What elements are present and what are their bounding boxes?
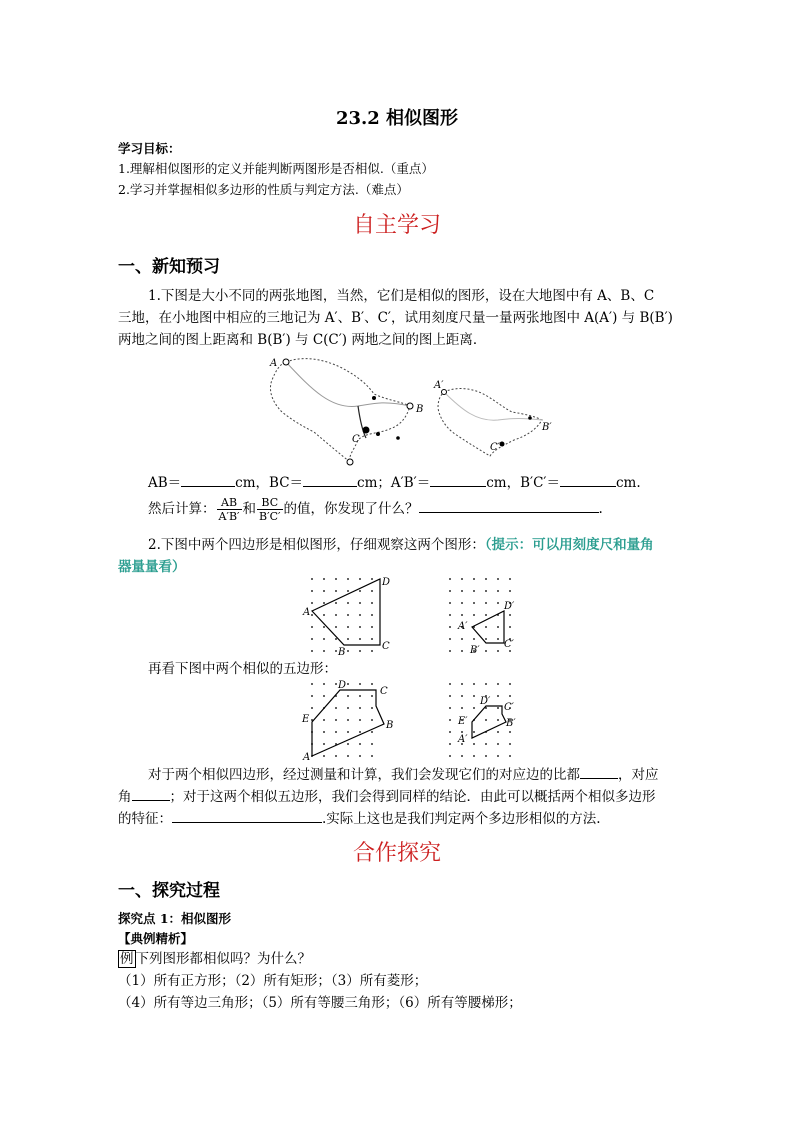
quad-label-a: A: [303, 607, 311, 618]
pent-label-b-prime: B′: [506, 718, 516, 729]
goal-item-2: 2.学习并掌握相似多边形的性质与判定方法.（难点）: [118, 182, 409, 197]
pentagon-abcde-prime: [472, 706, 506, 738]
section-cooperation: 合作探究: [352, 841, 441, 866]
big-map-dot-2: [376, 432, 380, 436]
conclusion-p5: 的特征：: [118, 811, 172, 827]
quad-grid-right: [449, 578, 511, 652]
q1-line-3: 两地之间的图上距离和 B(B′) 与 C(C′) 两地之间的图上距离．: [118, 332, 487, 348]
example-mark: 例: [120, 951, 134, 967]
fraction-bc-num: BC: [257, 496, 283, 510]
pent-grid-left: [311, 683, 373, 757]
label-c: C: [352, 434, 360, 445]
fraction-ab-den: A′B′: [218, 510, 240, 523]
example-question-line: [118, 948, 311, 970]
pentagon-abcde: [312, 690, 384, 756]
page-title: 23.2 相似图形: [335, 108, 459, 129]
blank-ratio[interactable]: [580, 764, 618, 779]
q2-hint: （提示：可以用刻度尺和量角: [484, 537, 654, 553]
blank-angle[interactable]: [132, 786, 170, 801]
blank-bc[interactable]: [303, 472, 357, 487]
measure-bpcp-label: cm，B′C′＝: [486, 475, 560, 491]
quad-abcd: [312, 579, 380, 645]
pentagon-intro: 再看下图中两个相似的五边形：: [148, 661, 337, 677]
label-a-prime: A′: [434, 380, 444, 391]
conclusion-line-1: [148, 764, 659, 786]
explore-point: 探究点 1：相似图形: [118, 911, 232, 926]
section-self-study: 自主学习: [352, 213, 441, 238]
example-tag: 【典例精析】: [118, 931, 194, 946]
q2-hint-cont: 器量量看）: [118, 559, 186, 575]
pent-label-e-prime: E′: [458, 716, 468, 727]
point-a: [283, 359, 289, 365]
measure-ab-label: AB＝: [148, 475, 182, 491]
big-map-dot-1: [372, 396, 376, 400]
part1-heading: 一、新知预习: [118, 257, 220, 277]
goals-label: 学习目标：: [118, 141, 181, 156]
fraction-bc-den: B′C′: [259, 510, 281, 523]
conclusion-p1: 对于两个相似四边形，经过测量和计算，我们会发现它们的对应边的比都: [148, 767, 580, 783]
quad-label-b: B: [338, 647, 346, 657]
point-c: [363, 427, 370, 434]
pent-label-a-prime: A′: [458, 734, 468, 745]
calc-suffix: 的值，你发现了什么？: [283, 501, 419, 517]
conclusion-line-2: [118, 786, 656, 808]
example-question: 下列图形都相似吗？为什么？: [135, 951, 311, 967]
fraction-bc: [257, 496, 283, 523]
quad-label-d: D: [382, 577, 391, 588]
q2-text: 2.下图中两个四边形是相似图形，仔细观察这两个图形：: [148, 537, 485, 553]
conclusion-p2: ，对应: [618, 767, 659, 783]
small-map-dot: [528, 416, 532, 420]
point-b: [407, 403, 413, 409]
pent-label-d-prime: D′: [480, 696, 491, 707]
quad-label-d-prime: D′: [504, 601, 515, 612]
calc-prefix: 然后计算：: [148, 501, 216, 517]
pent-label-d: D: [338, 680, 347, 691]
example-list-1: （1）所有正方形；（2）所有矩形；（3）所有菱形；: [118, 973, 428, 989]
big-map-point: [347, 459, 353, 465]
conclusion-p6: .实际上这也是我们判定两个多边形相似的方法.: [322, 811, 601, 827]
big-map-outline: [270, 359, 410, 462]
blank-bpcp[interactable]: [560, 472, 616, 487]
map-figure: [262, 350, 562, 470]
example-list-2: （4）所有等边三角形；（5）所有等腰三角形；（6）所有等腰梯形；: [118, 995, 522, 1011]
part2-heading: 一、探究过程: [118, 881, 220, 901]
blank-apbp[interactable]: [430, 472, 486, 487]
label-a: A: [270, 358, 278, 369]
quadrilateral-figure: [300, 575, 530, 657]
q1-line-2: 三地，在小地图中相应的三地记为 A′、B′、C′，试用刻度尺量一量两张地图中 A(A′) 与 B(B′): [118, 310, 673, 326]
calc-end: .: [598, 501, 603, 517]
frac-and: 和: [242, 501, 257, 517]
label-c-prime: C′: [490, 442, 500, 453]
pent-label-e: E: [302, 714, 310, 725]
conclusion-p4: ；对于这两个相似五边形，我们会得到同样的结论．由此可以概括两个相似多边形: [169, 789, 656, 805]
small-map-road: [444, 392, 542, 420]
pentagon-figure: [300, 680, 530, 762]
measure-bc-label: cm，BC＝: [235, 475, 304, 491]
quad-label-c-prime: C′: [504, 639, 514, 650]
label-b: B: [416, 404, 424, 415]
conclusion-p3: 角: [118, 789, 132, 805]
quad-grid-left: [311, 578, 373, 652]
label-b-prime: B′: [542, 422, 552, 433]
blank-feature[interactable]: [172, 808, 322, 823]
fraction-ab-num: AB: [217, 496, 242, 510]
q2-line-1: [148, 534, 654, 556]
blank-ab[interactable]: [181, 472, 235, 487]
pent-label-b: B: [386, 720, 394, 731]
quad-label-a-prime: A′: [458, 621, 468, 632]
pent-label-a: A: [303, 752, 311, 762]
measure-apbp-label: cm；A′B′＝: [357, 475, 431, 491]
calc-line: [148, 496, 603, 523]
pent-label-c-prime: C′: [504, 702, 514, 713]
measure-end: cm.: [615, 475, 641, 491]
point-c-prime: [500, 442, 505, 447]
goal-item-1: 1.理解相似图形的定义并能判断两图形是否相似.（重点）: [118, 161, 434, 176]
fraction-ab: [217, 496, 242, 523]
conclusion-line-3: [118, 808, 601, 830]
big-map-dot-3: [396, 436, 400, 440]
blank-discovery[interactable]: [419, 498, 599, 513]
measure-line: [148, 472, 641, 494]
quad-label-c: C: [382, 641, 390, 652]
quad-label-b-prime: B′: [470, 645, 480, 656]
pent-label-c: C: [380, 686, 388, 697]
quad-abcd-prime: [472, 611, 504, 643]
q1-line-1: 1.下图是大小不同的两张地图，当然，它们是相似的图形，设在大地图中有 A、B、C: [148, 288, 655, 304]
